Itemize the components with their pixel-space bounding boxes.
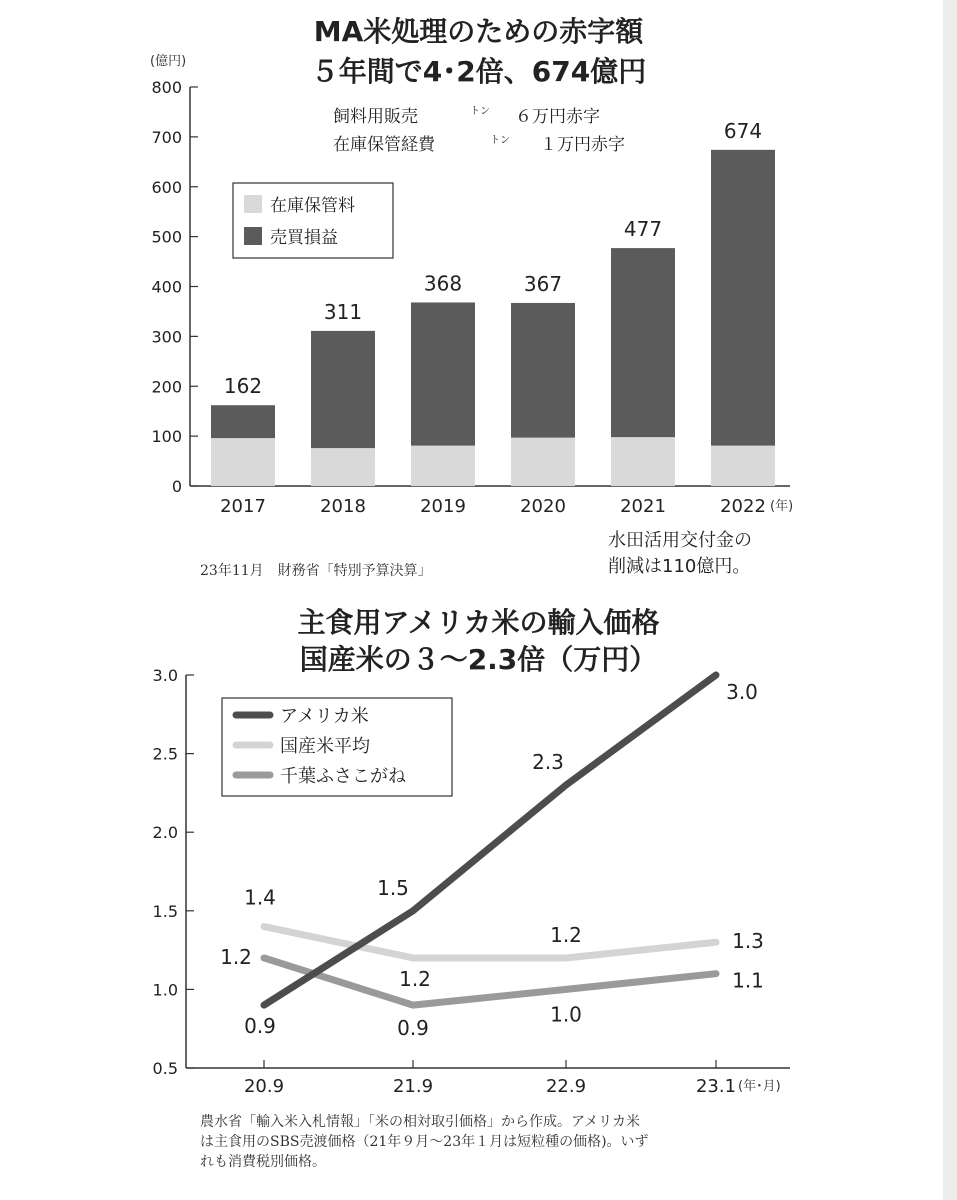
line-source-line-1: 農水省「輸入米入札情報」「米の相対取引価格」から作成。アメリカ米 <box>200 1114 641 1130</box>
line-x-tick-label: 23.1 <box>695 1076 737 1097</box>
bar-y-axis-label: (億円) <box>150 54 187 69</box>
bar-total-label-2018: 311 <box>323 299 363 324</box>
line-x-tick-label: 22.9 <box>545 1076 587 1097</box>
line-source-line-2: は主食用のSBS売渡価格（21年９月～23年１月は短粒種の価格)。いず <box>200 1134 649 1150</box>
line-data-label-domestic: 1.4 <box>244 885 276 910</box>
line-data-label-domestic-21-9: 1.2 <box>399 966 431 991</box>
annotation-feed-label: 飼料用販売 <box>333 107 418 127</box>
annotation-feed-unit: トン <box>470 106 490 117</box>
line-y-tick-label: 0.5 <box>152 1059 178 1078</box>
line-x-tick-label: 20.9 <box>243 1076 285 1097</box>
bar-segment-2019-trade <box>411 302 475 445</box>
bar-x-tick-label: 2017 <box>220 496 266 517</box>
line-x-unit: (年･月) <box>738 1079 781 1094</box>
annotation-storage-label: 在庫保管経費 <box>333 135 435 155</box>
side-note-line-2: 削減は110億円。 <box>608 556 751 577</box>
bar-segment-2017-trade <box>211 405 275 438</box>
line-data-label-chiba: 1.1 <box>732 968 764 993</box>
bar-segment-2021-storage <box>611 437 675 486</box>
bar-y-tick-label: 200 <box>151 377 182 397</box>
bar-chart <box>0 40 957 580</box>
line-data-label-us: 2.3 <box>532 750 564 775</box>
side-note <box>608 528 752 580</box>
annotation-storage-value: １万円赤字 <box>540 135 625 155</box>
bar-total-label-2019: 368 <box>423 271 463 296</box>
bar-segment-2017-storage <box>211 438 275 486</box>
bar-x-tick-label: 2020 <box>520 496 566 517</box>
bar-legend <box>233 183 393 258</box>
line-data-label-us: 0.9 <box>244 1014 276 1039</box>
legend-label-storage: 在庫保管料 <box>270 196 355 216</box>
bar-total-label-2021: 477 <box>623 217 663 242</box>
line-y-tick-label: 2.5 <box>152 744 178 764</box>
annotation-storage-unit: トン <box>490 135 510 146</box>
line-legend <box>222 698 452 796</box>
bar-y-tick-label: 700 <box>151 127 182 147</box>
line-chart-subtitle: 国産米の３～2.3倍（万円） <box>299 643 658 676</box>
bar-x-unit: (年) <box>770 499 794 514</box>
legend-label-chiba: 千葉ふさこがね <box>280 766 406 787</box>
bar-y-tick-label: 800 <box>151 78 182 97</box>
bar-segment-2020-storage <box>511 438 575 486</box>
line-x-tick-label: 21.9 <box>392 1076 434 1097</box>
bar-x-tick-label: 2018 <box>320 496 366 517</box>
bar-x-tick-label: 2022 <box>720 496 766 517</box>
line-data-label-us: 3.0 <box>726 680 758 704</box>
line-chart-title: 主食用アメリカ米の輸入価格 <box>297 606 660 639</box>
bar-chart-title: MA米処理のための赤字額 <box>313 15 644 48</box>
line-y-tick-label: 2.0 <box>152 823 178 843</box>
legend-label-domestic: 国産米平均 <box>280 736 370 757</box>
legend-swatch-trade <box>244 227 262 245</box>
line-data-label-chiba: 1.0 <box>550 1002 582 1027</box>
bar-total-label-2020: 367 <box>523 271 563 296</box>
line-series-domestic <box>264 927 716 958</box>
bar-chart-source: 23年11月 財務省「特別予算決算」 <box>200 563 432 579</box>
bar-y-tick-label: 500 <box>151 227 182 247</box>
line-y-tick-label: 3.0 <box>152 666 178 685</box>
bar-y-tick-label: 100 <box>151 427 182 447</box>
line-y-tick-label: 1.0 <box>152 980 178 1000</box>
bar-y-tick-label: 300 <box>151 327 182 347</box>
bar-chart-subtitle: ５年間で4･2倍、674億円 <box>310 55 647 88</box>
line-data-label-domestic: 1.2 <box>550 922 582 947</box>
side-note-line-1: 水田活用交付金の <box>608 530 752 551</box>
bar-x-tick-label: 2021 <box>620 496 666 517</box>
bar-y-tick-label: 600 <box>151 177 182 197</box>
legend-label-trade: 売買損益 <box>270 228 338 248</box>
legend-swatch-storage <box>244 195 262 213</box>
line-chart <box>0 660 957 1120</box>
annotation-feed-value: ６万円赤字 <box>515 107 600 127</box>
bar-segment-2022-storage <box>711 446 775 486</box>
bar-segment-2021-trade <box>611 248 675 437</box>
bar-y-tick-label: 400 <box>151 277 182 297</box>
bar-x-tick-label: 2019 <box>420 496 466 517</box>
legend-label-us: アメリカ米 <box>280 706 369 727</box>
bar-total-label-2022: 674 <box>723 118 763 143</box>
bar-segment-2022-trade <box>711 150 775 446</box>
line-data-label-domestic: 1.3 <box>732 929 764 954</box>
line-data-label-us: 1.5 <box>377 875 409 900</box>
bar-segment-2019-storage <box>411 446 475 486</box>
bar-segment-2018-trade <box>311 331 375 448</box>
line-data-label-chiba: 0.9 <box>397 1016 429 1041</box>
bar-segment-2020-trade <box>511 303 575 438</box>
line-y-tick-label: 1.5 <box>152 901 178 921</box>
bar-segment-2018-storage <box>311 448 375 486</box>
line-data-label-chiba: 1.2 <box>220 944 252 969</box>
bar-y-tick-label: 0 <box>171 477 182 496</box>
line-source-line-3: れも消費税別価格。 <box>200 1154 326 1170</box>
bar-total-label-2017: 162 <box>223 374 263 399</box>
line-chart-source <box>200 1112 649 1172</box>
